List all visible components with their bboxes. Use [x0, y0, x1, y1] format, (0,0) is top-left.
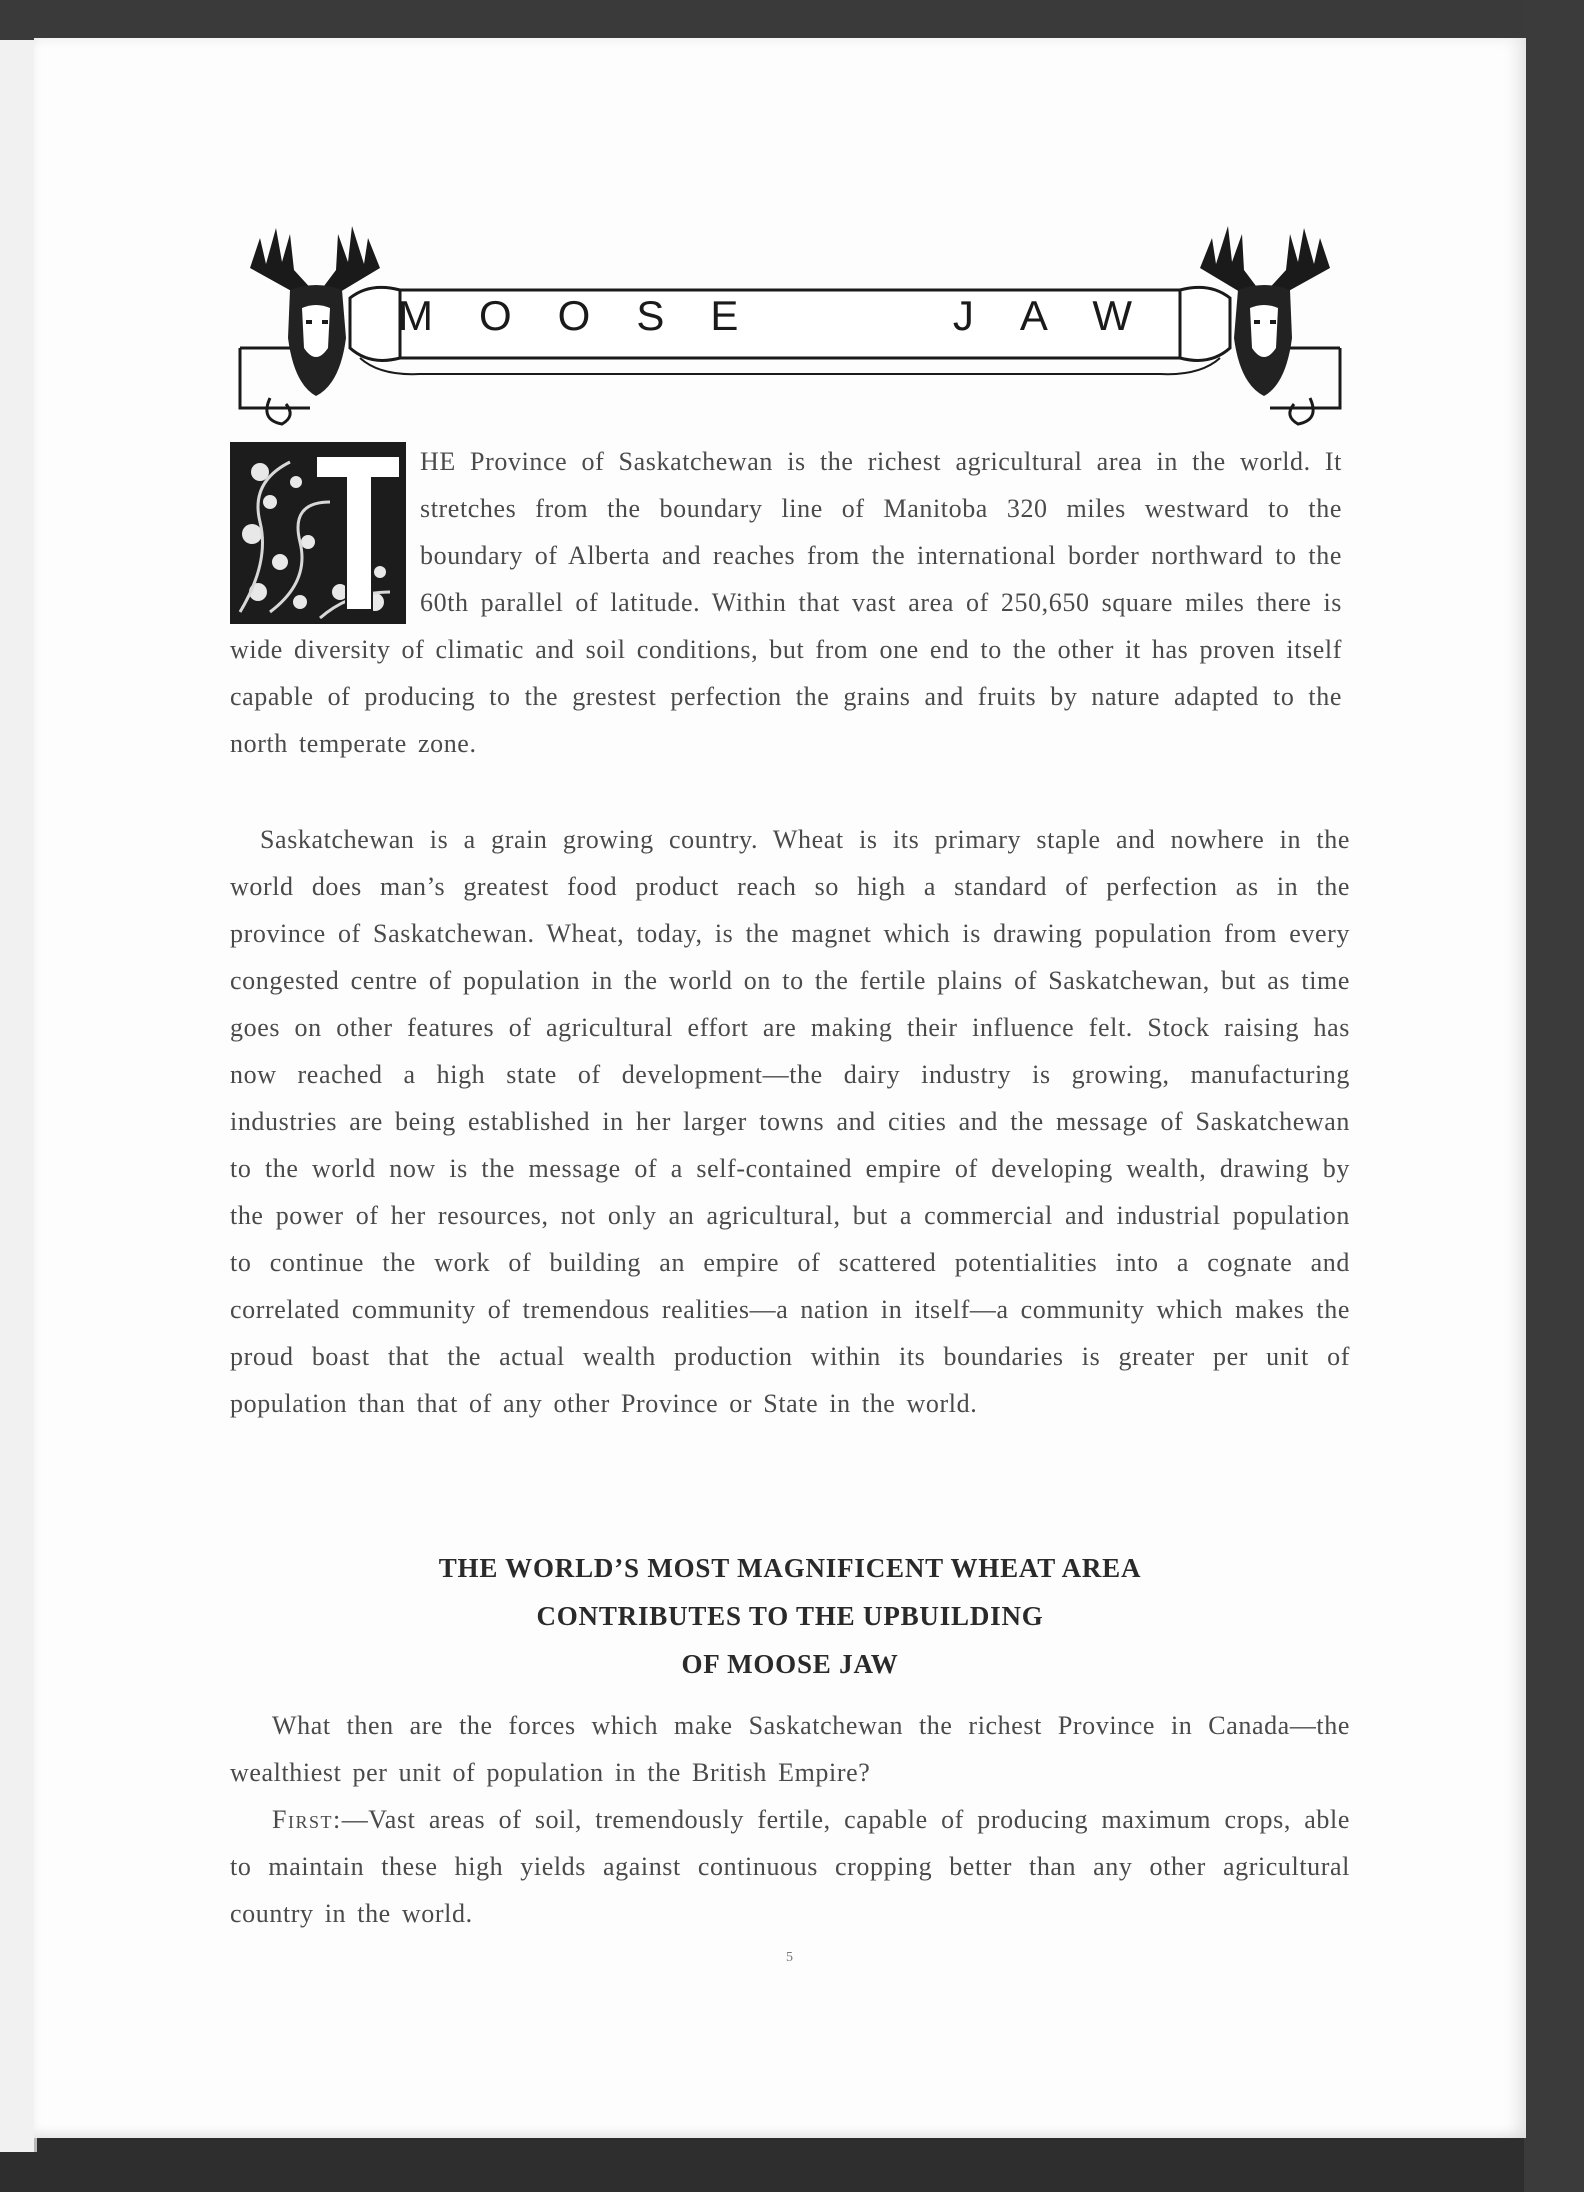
- title-banner: [230, 198, 1350, 438]
- floral-initial-ornament-icon: [230, 442, 406, 624]
- heading-line-1: THE WORLD’S MOST MAGNIFICENT WHEAT AREA: [438, 1553, 1142, 1583]
- heading-line-3: OF MOOSE JAW: [681, 1649, 899, 1679]
- page: [34, 38, 1526, 2138]
- body-paragraph-first: [230, 1796, 1350, 1937]
- decorated-initial: [230, 442, 406, 624]
- body-paragraph-question: What then are the forces which make Saskatchewan the richest Province in Canada—the wealthiest per unit of population in the British Empire?: [230, 1711, 1350, 1787]
- book-cover-edge: [1524, 0, 1584, 2192]
- banner-title: [398, 292, 1178, 340]
- first-text: —Vast areas of soil, tremendously fertile, capable of producing maximum crops, able to maintain these high yields against continuous cropping better than any other agricultural country in the world.: [230, 1805, 1350, 1928]
- banner-word-moose: MOOSE: [398, 292, 785, 339]
- page-number: 5: [786, 1950, 793, 1965]
- intro-paragraph-block: [230, 438, 1342, 767]
- banner-word-jaw: JAW: [952, 292, 1178, 339]
- first-label: First:: [272, 1805, 342, 1834]
- heading-line-2: CONTRIBUTES TO THE UPBUILDING: [536, 1601, 1044, 1631]
- intro-paragraph: HE Province of Saskatchewan is the richest agricultural area in the world. It stretches from the boundary line of Manitoba 320 miles westward to the boundary of Alberta and reaches from the international border northward to the 60th parallel of latitude. Within that vast area of 250,650 square miles there is wide diversity of climatic and soil conditions, but from one end to the other it has proven itself capable of producing to the grestest perfection the grains and fruits by nature adapted to the north temperate zone.: [230, 447, 1342, 758]
- previous-page-edge: [0, 40, 37, 2152]
- section-heading: [230, 1544, 1350, 1688]
- body-paragraph-wheat: Saskatchewan is a grain growing country. Wheat is its primary staple and nowhere in the world does man’s greatest food product reach so high a standard of perfection as in the province of Saskatchewan. Wheat, today, is the magnet which is drawing population from every congested centre of population in the world on to the fertile plains of Saskatchewan, but as time goes on other features of agricultural effort are making their influence felt. Stock raising has now reached a high state of development—the dairy industry is growing, manufacturing industries are being established in her larger towns and cities and the message of Saskatchewan to the world now is the message of a self-contained empire of developing wealth, drawing by the power of her resources, not only an agricultural, but a commercial and industrial population to continue the work of building an empire of scattered potentialities into a cognate and correlated community of tremendous realities—a nation in itself—a community which makes the proud boast that the actual wealth production within its boundaries is greater per unit of population than that of any other Province or State in the world.: [230, 825, 1350, 1418]
